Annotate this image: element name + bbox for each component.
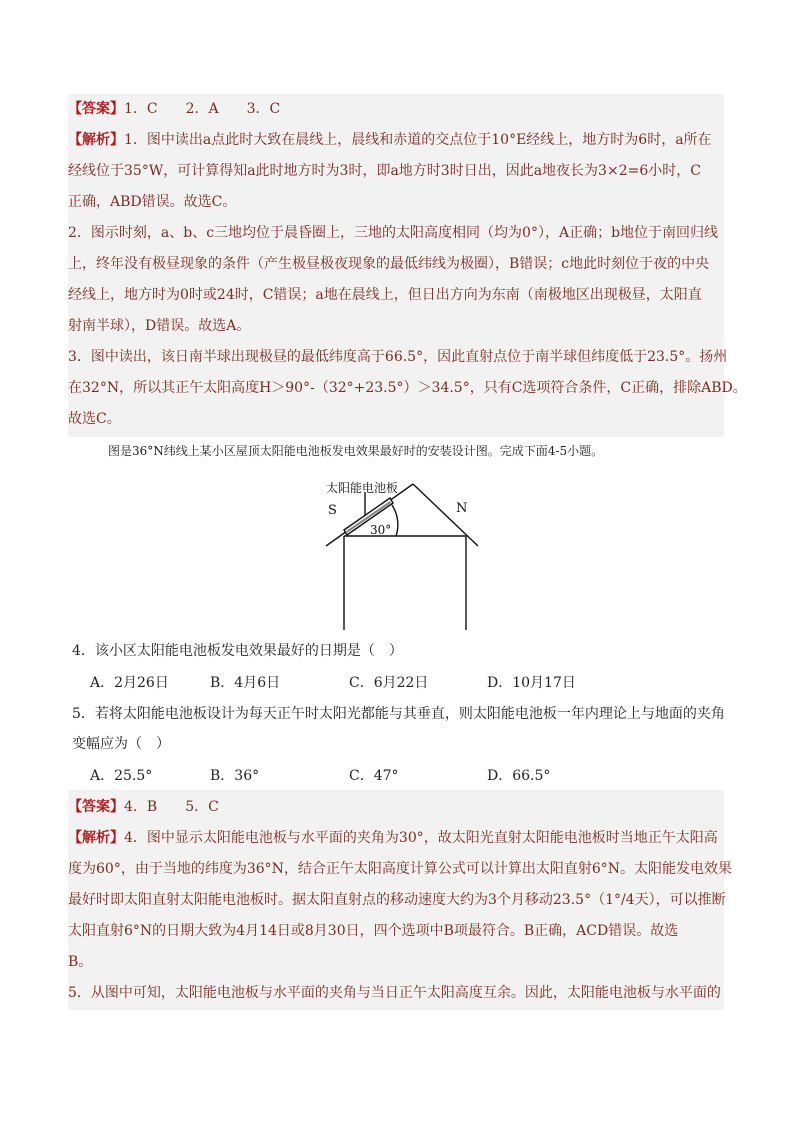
analysis-line-2: 度为60°，由于当地的纬度为36°N，结合正午太阳高度计算公式可以计算出太阳直射6°N。太阳能发电效果 <box>68 861 733 877</box>
analysis-tag: 【解析】 <box>68 830 124 846</box>
question-5-stem-line-1: 5．若将太阳能电池板设计为每天正午时太阳光都能与其垂直，则太阳能电池板一年内理论上与地面的夹角 <box>72 706 725 722</box>
answer-text: 4．B 5．C <box>124 799 219 815</box>
q4-option-b[interactable]: B．4月6日 <box>210 675 281 691</box>
roof-right-line <box>413 484 478 546</box>
south-label: S <box>328 503 337 518</box>
q4-option-c[interactable]: C．6月22日 <box>349 675 429 691</box>
angle-arc <box>392 505 398 536</box>
q5-option-b[interactable]: B．36° <box>210 768 260 784</box>
analysis-line-6: 经线上，地方时为0时或24时，C错误；a地在晨线上，但日出方向为东南（南极地区出现极昼，太阳直 <box>68 287 702 303</box>
figure-caption: 图是36°N纬线上某小区屋顶太阳能电池板发电效果最好时的安装设计图。完成下面4-5小题。 <box>108 444 604 458</box>
angle-label: 30° <box>370 523 392 537</box>
q4-option-d[interactable]: D．10月17日 <box>487 675 576 691</box>
analysis-line-1 <box>68 125 712 156</box>
analysis-line-3: 正确，ABD错误。故选C。 <box>68 194 237 210</box>
analysis-line-2: 经线位于35°W，可计算得知a此时地方时为3时，即a地方时3时日出，因此a地夜长为3×2=6小时，C <box>68 163 701 179</box>
analysis-line-3: 最好时即太阳直射太阳能电池板时。据太阳直射点的移动速度大约为3个月移动23.5°（1°/4天），可以推断 <box>68 892 726 908</box>
analysis-text: 4．图中显示太阳能电池板与水平面的夹角为30°，故太阳光直射太阳能电池板时当地正午太阳高 <box>124 830 718 846</box>
analysis-line-4: 2．图示时刻，a、b、c三地均位于晨昏圈上，三地的太阳高度相同（均为0°），A正确；b地位于南回归线 <box>68 225 719 241</box>
answer-tag: 【答案】 <box>68 799 124 815</box>
analysis-line-7: 射南半球），D错误。故选A。 <box>68 318 251 334</box>
analysis-line-10: 故选C。 <box>68 411 121 427</box>
analysis-line-5: B。 <box>68 954 93 970</box>
analysis-line-4: 太阳直射6°N的日期大致为4月14日或8月30日，四个选项中B项最符合。B正确，ACD错误。故选 <box>68 923 679 939</box>
answer-block-4-5 <box>68 790 733 1010</box>
analysis-tag: 【解析】 <box>68 132 124 148</box>
analysis-line-6: 5．从图中可知，太阳能电池板与水平面的夹角与当日正午太阳高度互余。因此，太阳能电池板与水平面的 <box>68 985 721 1001</box>
analysis-line-8: 3．图中读出，该日南半球出现极昼的最低纬度高于66.5°，因此直射点位于南半球但纬度低于23.5°。扬州 <box>68 349 728 365</box>
q5-option-a[interactable]: A．25.5° <box>90 768 153 784</box>
answer-text: 1．C 2．A 3．C <box>124 101 281 117</box>
solar-panel-diagram <box>318 472 488 634</box>
panel-label: 太阳能电池板 <box>326 481 399 495</box>
analysis-line-1 <box>68 823 718 854</box>
question-4-stem: 4．该小区太阳能电池板发电效果最好的日期是（ ） <box>72 643 403 659</box>
analysis-line-9: 在32°N，所以其正午太阳高度H＞90°-（32°+23.5°）＞34.5°，只有C选项符合条件，C正确，排除ABD。 <box>68 380 747 396</box>
q5-option-c[interactable]: C．47° <box>349 768 399 784</box>
answer-line <box>68 94 280 125</box>
q5-option-d[interactable]: D．66.5° <box>487 768 551 784</box>
north-label: N <box>456 501 468 516</box>
q4-option-a[interactable]: A．2月26日 <box>90 675 169 691</box>
answer-line <box>68 792 219 823</box>
answer-tag: 【答案】 <box>68 101 124 117</box>
answer-block-1-3 <box>68 94 747 437</box>
analysis-text: 1．图中读出a点此时大致在晨线上，晨线和赤道的交点位于10°E经线上，地方时为6时，a所在 <box>124 132 712 148</box>
analysis-line-5: 上，终年没有极昼现象的条件（产生极昼极夜现象的最低纬线为极圈），B错误；c地此时刻位于夜的中央 <box>68 256 710 272</box>
question-5-stem-line-2: 变幅应为（ ） <box>72 736 170 752</box>
